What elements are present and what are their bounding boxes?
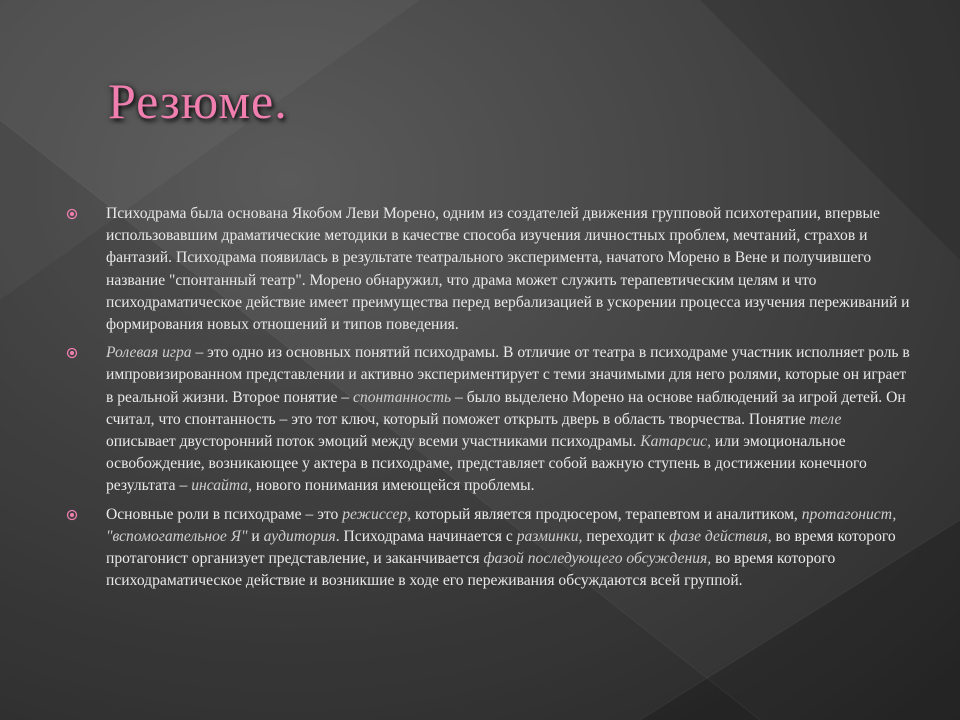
circle-bullet-icon (66, 509, 78, 521)
bullet-paragraph (66, 203, 912, 336)
italic-term: аудитория (263, 527, 336, 545)
slide-body (66, 203, 912, 598)
text-segment: Психодрама была основана Якобом Леви Морено, одним из создателей движения групповой психотерапии, впервые использовавшим драматические методики в качестве способа изучения личностных проблем, мечтаний, страхов и фантазий. Психодрама появилась в результате театрального эксперимента, начатого Морено в Вене и получившего название "спонтанный театр". Морено обнаружил, что драма может служить терапевтическим целям и что психодраматическое действие имеет преимущества перед вербализацией в ускорении процесса изучения переживаний и формирования новых отношений и типов поведения. (106, 205, 910, 334)
text-segment: который является продюсером, терапевтом и аналитиком, (411, 505, 802, 523)
slide-title: Резюме. (108, 73, 288, 129)
italic-term: Ролевая игра (106, 344, 192, 362)
italic-term: спонтанность (353, 388, 452, 406)
text-segment: переходит к (582, 527, 670, 545)
text-segment: нового понимания имеющейся проблемы. (252, 477, 535, 495)
italic-term: разминки, (516, 527, 583, 545)
text-segment: или эмоциональное освобождение, возникающее у актера в психодраме, представляет собой важную ступень в достижении конечного результата – (106, 433, 867, 495)
italic-term: Катарсис, (640, 433, 712, 451)
italic-term: протагонист, "вспомогательное Я" (106, 505, 897, 545)
circle-bullet-icon (66, 347, 78, 359)
text-segment: – было выделено Морено на основе наблюдений за игрой детей. Он считал, что спонтанность – это тот ключ, который поможет открыть дверь в область творчества. Понятие (106, 388, 906, 428)
text-segment: во время которого протагонист организует представление, и заканчивается (106, 527, 896, 568)
text-segment: описывает двусторонний поток эмоций между всеми участниками психодрамы. (106, 433, 641, 451)
text-segment: и (247, 527, 264, 545)
bullet-paragraph (66, 504, 912, 593)
italic-term: фазе действия, (669, 527, 772, 545)
text-segment: – это одно из основных понятий психодрамы. В отличие от театра в психодраме участник исполняет роль в импровизированном представлении и активно экспериментирует с теми значимыми для него ролями, которые он играет в реальной жизни. Второе понятие – (106, 344, 910, 406)
italic-term: фазой последующего обсуждения, (483, 550, 712, 568)
circle-bullet-icon (66, 208, 78, 220)
italic-term: теле (809, 410, 842, 428)
text-segment: Основные роли в психодраме – это (106, 505, 343, 523)
bullet-paragraph (66, 342, 912, 497)
text-segment: во время которого психодраматическое действие и возникшие в ходе его переживания обсуждаются всей группой. (106, 550, 836, 590)
text-segment: . Психодрама начинается с (335, 527, 517, 545)
italic-term: режиссер, (342, 505, 412, 523)
italic-term: инсайта, (191, 477, 252, 495)
